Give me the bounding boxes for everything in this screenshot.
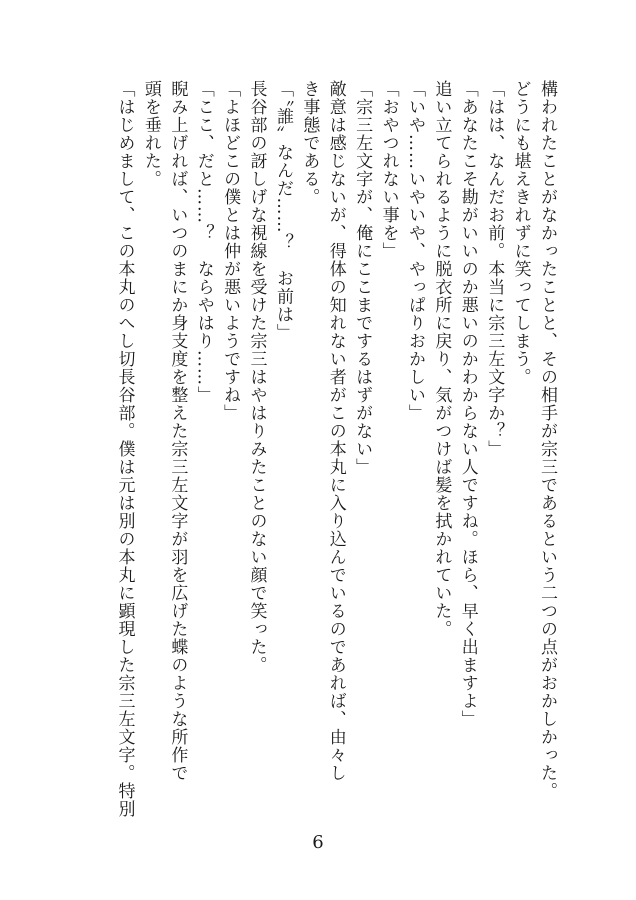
text-line: 「よほどこの僕とは仲が悪いようですね」	[220, 80, 241, 422]
page-number: 6	[312, 832, 324, 853]
text-line: 追い立てられるように脱衣所に戻り、気がつけば髪を拭かれていた。	[431, 80, 452, 638]
text-line: 敵意は感じないが、得体の知れない者がこの本丸に入り込んでいるのであれば、由々し	[325, 80, 346, 782]
vertical-text-body	[40, 80, 560, 820]
text-line: 「〝誰〟なんだ……？ お前は」	[272, 80, 293, 342]
text-line: 「おやつれない事を」	[378, 80, 399, 260]
text-line: 構われたことがなかったことと、その相手が宗三であるという二つの点がおかしかった。	[537, 80, 557, 800]
text-line: き事態である。	[299, 80, 320, 206]
text-line: どうにも堪えきれずに笑ってしまう。	[510, 80, 531, 386]
text-line: 「はは、なんだお前。本当に宗三左文字か？」	[484, 80, 505, 458]
text-line: 「ここ、だと……？ ならやはり……」	[193, 80, 214, 404]
text-line: 「いや……いやいや、やっぱりおかしい」	[404, 80, 425, 422]
text-line: 「宗三左文字が、俺にここまでするはずがない」	[352, 80, 373, 476]
text-line: 「はじめまして、この本丸のへし切長谷部。僕は元は別の本丸に顕現した宗三左文字。特別	[114, 80, 135, 818]
text-line: 長谷部の訝しげな視線を受けた宗三はやはりみたことのない顔で笑った。	[246, 80, 267, 674]
text-line: 頭を垂れた。	[140, 80, 161, 188]
text-line: 「あなたこそ勘がいいのか悪いのかわからない人ですね。ほら、早く出ますよ」	[457, 80, 478, 728]
text-line: 睨み上げれば、いつのまにか身支度を整えた宗三左文字が羽を広げた蝶のような所作で	[167, 80, 188, 782]
